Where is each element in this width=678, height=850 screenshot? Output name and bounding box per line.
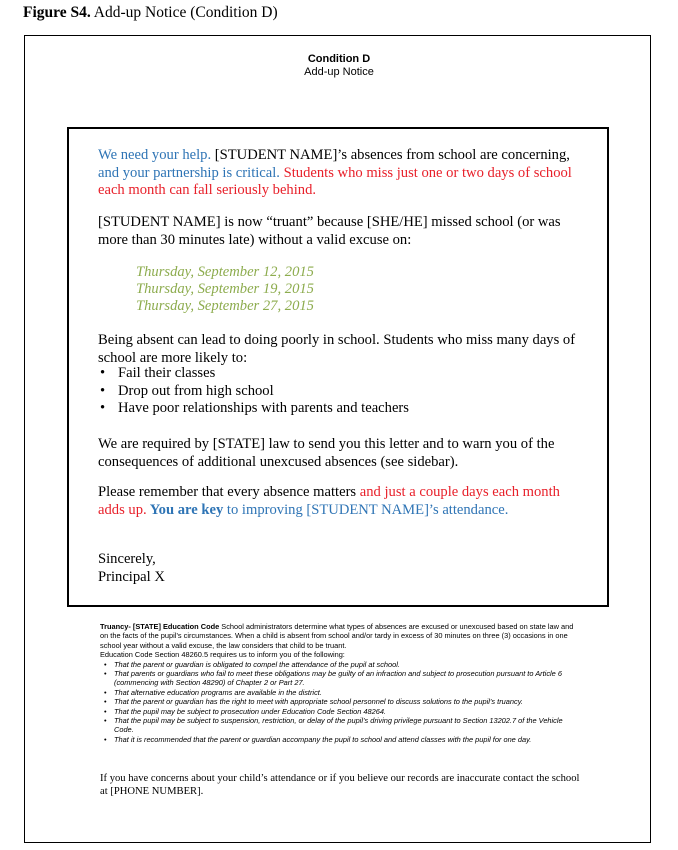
condition-title: Condition D bbox=[307, 53, 371, 65]
absence-date: Thursday, September 12, 2015 bbox=[136, 264, 314, 280]
adds-up-phrase: and just a couple days each month adds up. bbox=[98, 484, 560, 518]
sidebar-heading: Truancy- [STATE] Education Code bbox=[100, 622, 220, 631]
sidebar-intro-text: School administrators determine what types of absences are excused or unexcused based on state law and on the facts of the pupil’s circumstances. When a child is absent from school and/or tardy in excess of 30 minutes on three (3) occasions in one school year without a valid excuse, the law considers that child to be truant. bbox=[100, 622, 574, 650]
truancy-sidebar bbox=[100, 622, 580, 744]
list-item: • That the parent or guardian has the right to meet with appropriate school personnel to discuss solutions to the pupil’s truancy. bbox=[114, 697, 580, 706]
figure-label: Figure S4. bbox=[23, 4, 91, 21]
signer: Principal X bbox=[98, 568, 165, 585]
letter-paragraph-2: [STUDENT NAME] is now “truant” because [SHE/HE] missed school (or was more than 30 minutes late) without a valid excuse on: bbox=[98, 214, 561, 248]
concern-phrase: [STUDENT NAME]’s absences from school are concerning, bbox=[211, 147, 570, 163]
list-item: • That it is recommended that the parent or guardian accompany the pupil to school and attend classes with the pupil for one day. bbox=[114, 735, 580, 744]
list-item: • That parents or guardians who fail to meet these obligations may be guilty of an infraction and subject to prosecution pursuant to Article 6 (commencing with Section 48290) of Chapter 2 or Part 27. bbox=[114, 669, 580, 688]
letter-paragraph-5 bbox=[98, 484, 578, 519]
list-item: • Fail their classes bbox=[118, 365, 409, 383]
sidebar-list bbox=[100, 660, 580, 745]
absence-date: Thursday, September 27, 2015 bbox=[136, 298, 314, 315]
letter-paragraph-3: Being absent can lead to doing poorly in school. Students who miss many days of school are more likely to: bbox=[98, 332, 576, 366]
letter-paragraph-4: We are required by [STATE] law to send you this letter and to warn you of the consequences of additional unexcused absences (see sidebar). bbox=[98, 436, 555, 470]
signoff: Sincerely, bbox=[98, 551, 156, 567]
list-item: • That alternative education programs are available in the district. bbox=[114, 688, 580, 697]
help-phrase: We need your help. bbox=[98, 147, 212, 163]
you-are-key-phrase: You are key bbox=[146, 501, 224, 518]
figure-caption bbox=[23, 4, 278, 22]
list-item: • That the pupil may be subject to suspension, restriction, or delay of the pupil’s driving privilege pursuant to Section 13202.7 of the Vehicle Code. bbox=[114, 716, 580, 735]
risk-list bbox=[98, 365, 409, 418]
sidebar-section: Education Code Section 48260.5 requires us to inform you of the following: bbox=[100, 650, 345, 660]
sidebar-intro bbox=[100, 622, 580, 650]
notice-subtitle: Add-up Notice bbox=[304, 66, 374, 78]
list-item: • Have poor relationships with parents and teachers bbox=[118, 400, 409, 418]
behind-phrase: Students who miss just one or two days of school each month can fall seriously behind. bbox=[98, 164, 572, 198]
attendance-phrase: to improving [STUDENT NAME]’s attendance. bbox=[223, 501, 509, 518]
list-item: • That the pupil may be subject to prosecution under Education Code Section 48264. bbox=[114, 707, 580, 716]
letter-signoff bbox=[98, 551, 578, 586]
absence-matters-phrase: Please remember that every absence matters bbox=[98, 484, 357, 500]
absence-dates bbox=[136, 264, 314, 316]
letter-paragraph-1 bbox=[98, 147, 578, 200]
list-item: • That the parent or guardian is obligated to compel the attendance of the pupil at school. bbox=[114, 660, 580, 669]
list-item: • Drop out from high school bbox=[118, 383, 409, 401]
partnership-phrase: and your partnership is critical. bbox=[98, 164, 280, 181]
closing-note: If you have concerns about your child’s attendance or if you believe our records are inaccurate contact the school at [PHONE NUMBER]. bbox=[100, 773, 580, 797]
figure-title: Add-up Notice (Condition D) bbox=[93, 4, 278, 21]
absence-date: Thursday, September 19, 2015 bbox=[136, 281, 314, 298]
